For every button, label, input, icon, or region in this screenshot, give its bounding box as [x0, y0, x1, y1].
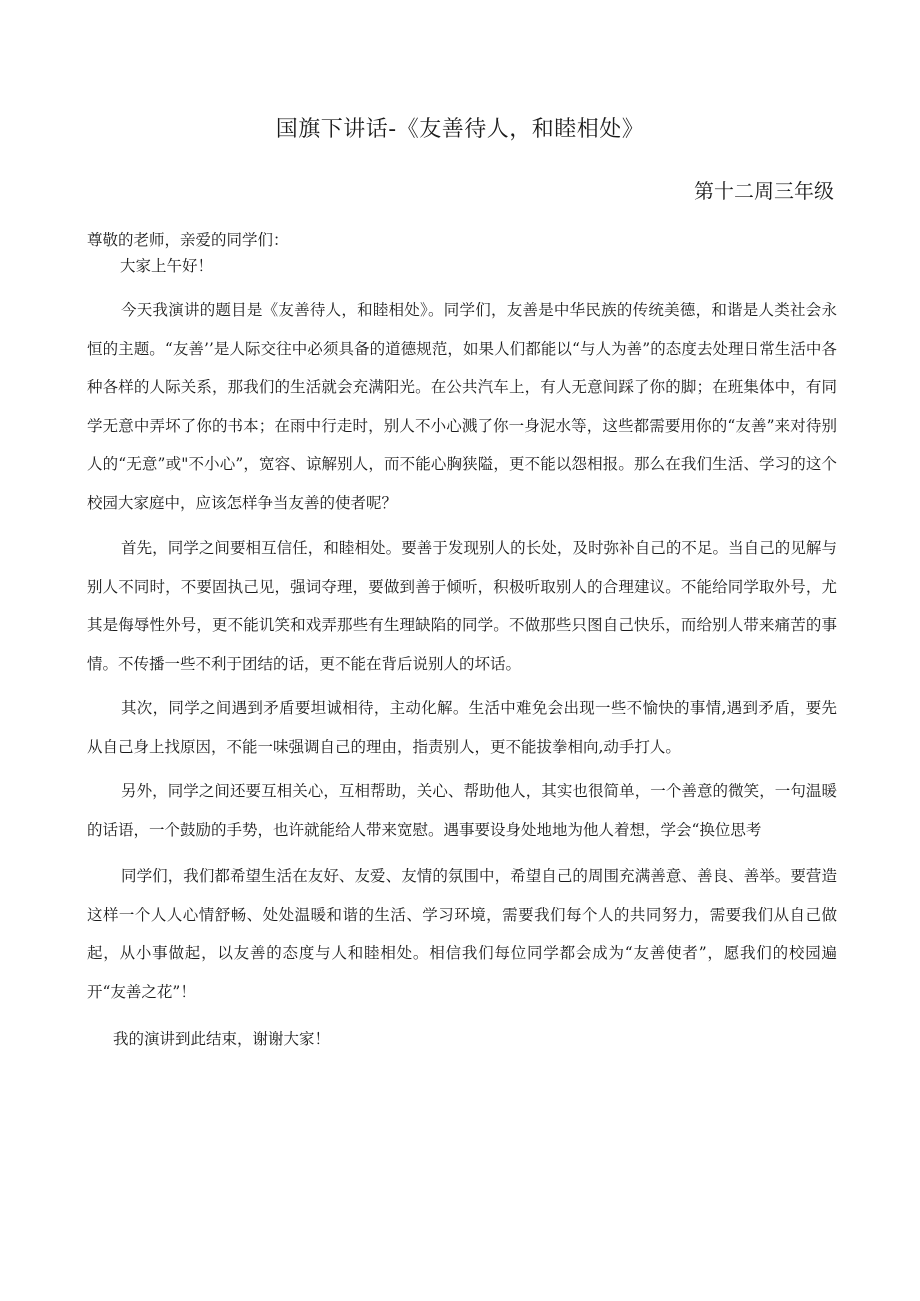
closing-line: 我的演讲到此结束，谢谢大家！	[113, 1030, 331, 1048]
salutation: 尊敬的老师，亲爱的同学们：	[87, 231, 289, 249]
paragraph: 今天我演讲的题目是《友善待人，和睦相处》。同学们，友善是中华民族的传统美德，和谐是人类社会永恒的主题。“友善’’是人际交往中必须具备的道德规范，如果人们都能以“与人为善”的态度去处理日常生活中各种各样的人际关系，那我们的生活就会充满阳光。在公共汽车上，有人无意间踩了你的脚；在班集体中，有同学无意中弄坏了你的书本；在雨中行走时，别人不小心溅了你一身泥水等，这些都需要用你的“友善”来对待别人的“无意”或"不小心”，宽容、谅解别人，而不能心胸狭隘，更不能以怨相报。那么在我们生活、学习的这个校园大家庭中，应该怎样争当友善的使者呢？	[87, 301, 837, 512]
document-body	[87, 227, 837, 1058]
paragraph: 首先，同学之间要相互信任，和睦相处。要善于发现别人的长处，及时弥补自己的不足。当自己的见解与别人不同时，不要固执己见，强词夺理，要做到善于倾听，积极听取别人的合理建议。不能给同学取外号，尤其是侮辱性外号，更不能讥笑和戏弄那些有生理缺陷的同学。不做那些只图自己快乐，而给别人带来痛苦的事情。不传播一些不利于团结的话，更不能在背后说别人的坏话。	[87, 539, 837, 673]
greeting: 大家上午好！	[120, 257, 214, 275]
document-subtitle: 第十二周三年级	[694, 179, 834, 203]
paragraph: 其次，同学之间遇到矛盾要坦诚相待，主动化解。生活中难免会出现一些不愉快的事情,遇到矛盾，要先从自己身上找原因，不能一味强调自己的理由，指责别人，更不能拔拳相向,动手打人。	[87, 699, 837, 756]
paragraph: 另外，同学之间还要互相关心，互相帮助，关心、帮助他人，其实也很简单，一个善意的微笑，一句温暖的话语，一个鼓励的手势，也许就能给人带来宽慰。遇事要设身处地地为他人着想，学会“换位思考	[87, 782, 837, 839]
document-title: 国旗下讲话-《友善待人，和睦相处》	[275, 117, 645, 142]
paragraph: 同学们，我们都希望生活在友好、友爱、友情的氛围中，希望自己的周围充满善意、善良、善举。要营造这样一个人人心情舒畅、处处温暖和谐的生活、学习环境，需要我们每个人的共同努力，需要我们从自己做起，从小事做起，以友善的态度与人和睦相处。相信我们每位同学都会成为“友善使者”，愿我们的校园遍开“友善之花”！	[87, 867, 837, 1001]
